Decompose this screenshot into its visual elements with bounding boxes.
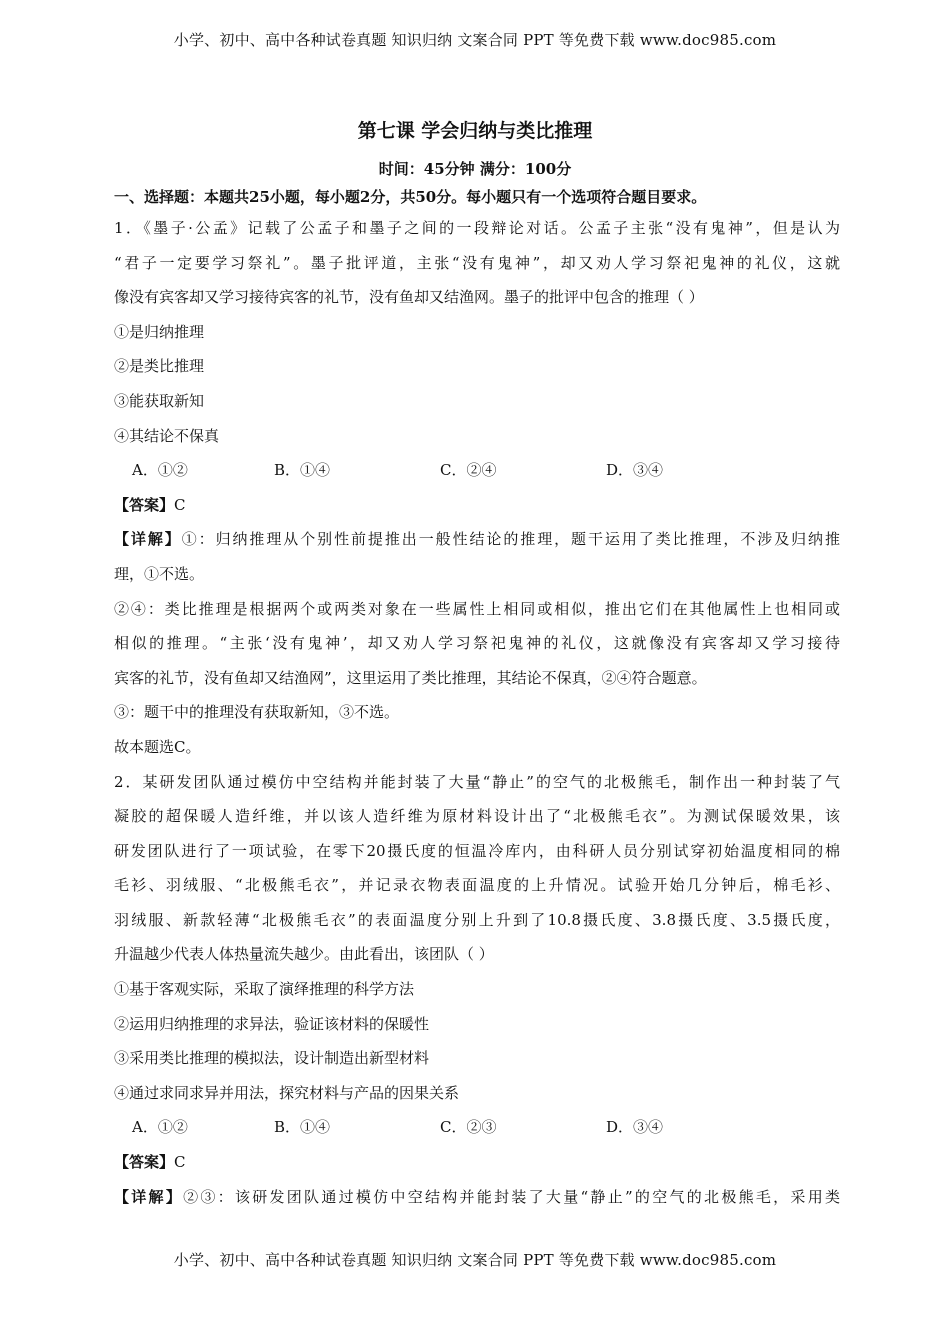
q1-option-d: D．③④ (606, 461, 664, 480)
document-body (114, 184, 840, 1214)
page-header: 小学、初中、高中各种试卷真题 知识归纳 文案合同 PPT 等免费下载 www.doc985.com (173, 31, 777, 49)
q2-item: ④通过求同求异并用法，探究材料与产品的因果关系 (114, 1083, 460, 1102)
q1-stem-line: 1．《墨子·公孟》记载了公孟子和墨子之间的一段辩论对话。公孟子主张“没有鬼神”，但是认为 (114, 219, 840, 237)
q2-item: ①基于客观实际，采取了演绎推理的科学方法 (114, 980, 415, 999)
detail-text: ②③：该研发团队通过模仿中空结构并能封装了大量“静止”的空气的北极熊毛，采用类 (183, 1187, 840, 1206)
q1-option-a: A．①② (132, 461, 188, 480)
page-footer: 小学、初中、高中各种试卷真题 知识归纳 文案合同 PPT 等免费下载 www.doc985.com (173, 1251, 777, 1269)
q2-option-d: D．③④ (606, 1118, 664, 1137)
q2-stem-line: 2．某研发团队通过模仿中空结构并能封装了大量“静止”的空气的北极熊毛，制作出一种封装了气 (114, 772, 840, 791)
q2-item: ③采用类比推理的模拟法，设计制造出新型材料 (114, 1049, 430, 1068)
q2-answer (114, 1145, 840, 1180)
q1-stem-line: “君子一定要学习祭礼”。墨子批评道，主张“没有鬼神”，却又劝人学习祭祀鬼神的礼仪，这就 (114, 253, 840, 272)
q1-item: ④其结论不保真 (114, 426, 220, 445)
q1-item: ③能获取新知 (114, 391, 205, 410)
section-heading: 一、选择题：本题共25小题，每小题2分，共50分。每小题只有一个选项符合题目要求。 (114, 188, 707, 206)
q1-options (114, 453, 840, 488)
q1-detail-line: ③：题干中的推理没有获取新知，③不选。 (114, 703, 400, 722)
answer-tag: 【答案】 (114, 495, 175, 514)
detail-tag: 【详解】 (114, 530, 182, 549)
q2-item: ②运用归纳推理的求异法，验证该材料的保暖性 (114, 1014, 430, 1033)
q1-stem-line: 像没有宾客却又学习接待宾客的礼节，没有鱼却又结渔网。墨子的批评中包含的推理（ ） (114, 288, 704, 307)
q1-option-b: B．①④ (274, 461, 331, 480)
answer-value: C (174, 495, 186, 514)
q1-option-c: C．②④ (440, 461, 497, 480)
answer-value: C (174, 1153, 186, 1172)
q1-detail-line: 故本题选C。 (114, 737, 201, 756)
q2-stem-line: 升温越少代表人体热量流失越少。由此看出，该团队（ ） (114, 945, 494, 964)
detail-text: ①：归纳推理从个别性前提推出一般性结论的推理，题干运用了类比推理，不涉及归纳推 (181, 530, 840, 549)
q2-options (114, 1110, 840, 1145)
q2-stem-line: 研发团队进行了一项试验，在零下20摄氏度的恒温冷库内，由科研人员分别试穿初始温度相同的棉 (114, 841, 840, 860)
q1-detail-line: 相似的推理。“主张‘没有鬼神’，却又劝人学习祭祀鬼神的礼仪，这就像没有宾客却又学习接待 (114, 634, 840, 653)
q1-detail-line (114, 522, 840, 557)
q1-item: ①是归纳推理 (114, 322, 205, 341)
q1-item: ②是类比推理 (114, 357, 205, 376)
detail-tag: 【详解】 (114, 1187, 184, 1206)
page-title: 第七课 学会归纳与类比推理 (357, 120, 593, 142)
answer-tag: 【答案】 (114, 1153, 175, 1172)
q2-detail-line (114, 1180, 840, 1215)
q2-stem-line: 毛衫、羽绒服、“北极熊毛衣”，并记录衣物表面温度的上升情况。试验开始几分钟后，棉毛衫、 (114, 876, 840, 895)
q2-option-c: C．②③ (440, 1118, 497, 1137)
q2-option-a: A．①② (132, 1118, 188, 1137)
exam-meta: 时间：45分钟 满分：100分 (378, 160, 572, 178)
q2-stem-line: 羽绒服、新款轻薄“北极熊毛衣”的表面温度分别上升到了10.8摄氏度、3.8摄氏度、3.5摄氏度， (114, 910, 840, 929)
q1-detail-line: 宾客的礼节，没有鱼却又结渔网”，这里运用了类比推理，其结论不保真，②④符合题意。 (114, 668, 707, 687)
q1-detail-line: 理，①不选。 (114, 564, 205, 583)
q2-option-b: B．①④ (274, 1118, 331, 1137)
q1-answer (114, 488, 840, 523)
q2-stem-line: 凝胶的超保暖人造纤维，并以该人造纤维为原材料设计出了“北极熊毛衣”。为测试保暖效果，该 (114, 807, 840, 826)
q1-detail-line: ②④：类比推理是根据两个或两类对象在一些属性上相同或相似，推出它们在其他属性上也相同或 (114, 599, 840, 618)
